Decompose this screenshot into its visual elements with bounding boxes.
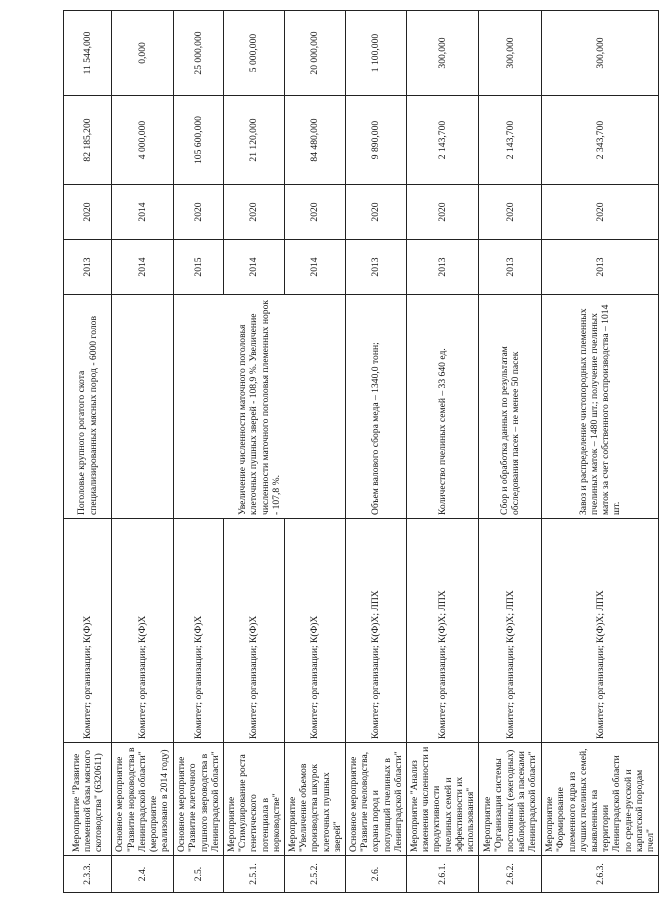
activity-name: Мероприятие "Организация системы постоянных (ежегодных) наблюдений за пасеками Ленинградской области" xyxy=(479,743,542,856)
total-amount: 4 000,000 xyxy=(112,96,174,185)
year-amount: 20 000,000 xyxy=(285,11,346,96)
executor: Комитет; организации; К(Ф)Х; ЛПХ xyxy=(479,519,542,743)
year-amount: 300,000 xyxy=(407,11,479,96)
total-amount: 2 143,700 xyxy=(479,96,542,185)
table-row xyxy=(407,11,479,893)
year-amount: 5 000,000 xyxy=(224,11,285,96)
total-amount: 82 185,200 xyxy=(64,96,112,185)
end-year: 2020 xyxy=(407,185,479,240)
expected-result: Поголовье крупного рогатого скота специализированных мясных пород - 6000 голов xyxy=(64,295,112,519)
row-number: 2.5.1. xyxy=(224,856,285,893)
table-row xyxy=(346,11,407,893)
start-year: 2013 xyxy=(346,240,407,295)
activity-name: Мероприятие "Формирование племенного ядра из лучших пчелиных семей, выявленных на территории Ленинградской области по средне-русской и карпатской породам пчел" xyxy=(542,743,659,856)
end-year: 2020 xyxy=(64,185,112,240)
row-number: 2.4. xyxy=(112,856,174,893)
year-amount: 1 100,000 xyxy=(346,11,407,96)
table-row xyxy=(479,11,542,893)
year-amount: 300,000 xyxy=(542,11,659,96)
start-year: 2013 xyxy=(407,240,479,295)
activity-name: Мероприятие "Развитие племенной базы мясного скотоводства" (6320611) xyxy=(64,743,112,856)
row-number: 2.5. xyxy=(174,856,224,893)
expected-result: Количество пчелиных семей – 33 640 ед. xyxy=(407,295,479,519)
expected-result: Увеличение численности маточного поголовья клеточных пушных зверей - 108,9 %. Увеличение численности маточного поголовья племенных норок - 107,8 %. xyxy=(174,295,346,519)
table-row xyxy=(542,11,659,893)
activity-name: Основное мероприятие "Развитие клеточного пушного звероводства в Ленинградской области" xyxy=(174,743,224,856)
expected-result: Объем валового сбора меда – 1340,0 тонн; xyxy=(346,295,407,519)
end-year: 2020 xyxy=(285,185,346,240)
activity-name: Мероприятие "Анализ изменения численности и продуктивности пчелиных семей и эффективности их использования" xyxy=(407,743,479,856)
year-amount: 25 000,000 xyxy=(174,11,224,96)
table-row xyxy=(174,11,224,893)
year-amount: 11 544,000 xyxy=(64,11,112,96)
total-amount: 21 120,000 xyxy=(224,96,285,185)
row-number: 2.6.2. xyxy=(479,856,542,893)
total-amount: 105 600,000 xyxy=(174,96,224,185)
end-year: 2020 xyxy=(479,185,542,240)
year-amount: 300,000 xyxy=(479,11,542,96)
row-number: 2.5.2. xyxy=(285,856,346,893)
total-amount: 9 890,000 xyxy=(346,96,407,185)
total-amount: 84 480,000 xyxy=(285,96,346,185)
expected-result xyxy=(112,295,174,519)
expected-result: Завоз и распределение чистопородных племенных пчелиных маток – 1480 шт.; получение пчелиных маток за счет собственного воспроизводства – 1014 шт. xyxy=(542,295,659,519)
activity-name: Основное мероприятие "Развитие пчеловодства, охрана пород и популяций пчелиных в Ленинградской области" xyxy=(346,743,407,856)
row-number: 2.6. xyxy=(346,856,407,893)
total-amount: 2 143,700 xyxy=(407,96,479,185)
end-year: 2014 xyxy=(112,185,174,240)
end-year: 2020 xyxy=(542,185,659,240)
activity-name: Основное мероприятие "Развитие норководства в Ленинградской области" (мероприятие реализовано в 2014 году) xyxy=(112,743,174,856)
start-year: 2015 xyxy=(174,240,224,295)
start-year: 2014 xyxy=(112,240,174,295)
start-year: 2014 xyxy=(224,240,285,295)
end-year: 2020 xyxy=(174,185,224,240)
executor: Комитет; организации; К(Ф)Х xyxy=(174,519,224,743)
activity-name: Мероприятие "Увеличение объемов производства шкурок клеточных пушных зверей" xyxy=(285,743,346,856)
year-amount: 0,000 xyxy=(112,11,174,96)
end-year: 2020 xyxy=(346,185,407,240)
end-year: 2020 xyxy=(224,185,285,240)
start-year: 2013 xyxy=(64,240,112,295)
row-number: 2.6.1. xyxy=(407,856,479,893)
table-row xyxy=(112,11,174,893)
executor: Комитет; организации; К(Ф)Х xyxy=(224,519,285,743)
table-row xyxy=(64,11,112,893)
program-table xyxy=(63,10,659,893)
executor: Комитет; организации; К(Ф)Х xyxy=(285,519,346,743)
start-year: 2014 xyxy=(285,240,346,295)
executor: Комитет; организации; К(Ф)Х xyxy=(112,519,174,743)
executor: Комитет; организации; К(Ф)Х; ЛПХ xyxy=(542,519,659,743)
executor: Комитет; организации; К(Ф)Х; ЛПХ xyxy=(346,519,407,743)
executor: Комитет; организации; К(Ф)Х xyxy=(64,519,112,743)
start-year: 2013 xyxy=(479,240,542,295)
row-number: 2.3.3. xyxy=(64,856,112,893)
start-year: 2013 xyxy=(542,240,659,295)
row-number: 2.6.3. xyxy=(542,856,659,893)
expected-result: Сбор и обработка данных по результатам обследования пасек – не менее 50 пасек xyxy=(479,295,542,519)
total-amount: 2 343,700 xyxy=(542,96,659,185)
executor: Комитет; организации; К(Ф)Х; ЛПХ xyxy=(407,519,479,743)
activity-name: Мероприятие "Стимулирование роста генетического потенциала в норководстве" xyxy=(224,743,285,856)
